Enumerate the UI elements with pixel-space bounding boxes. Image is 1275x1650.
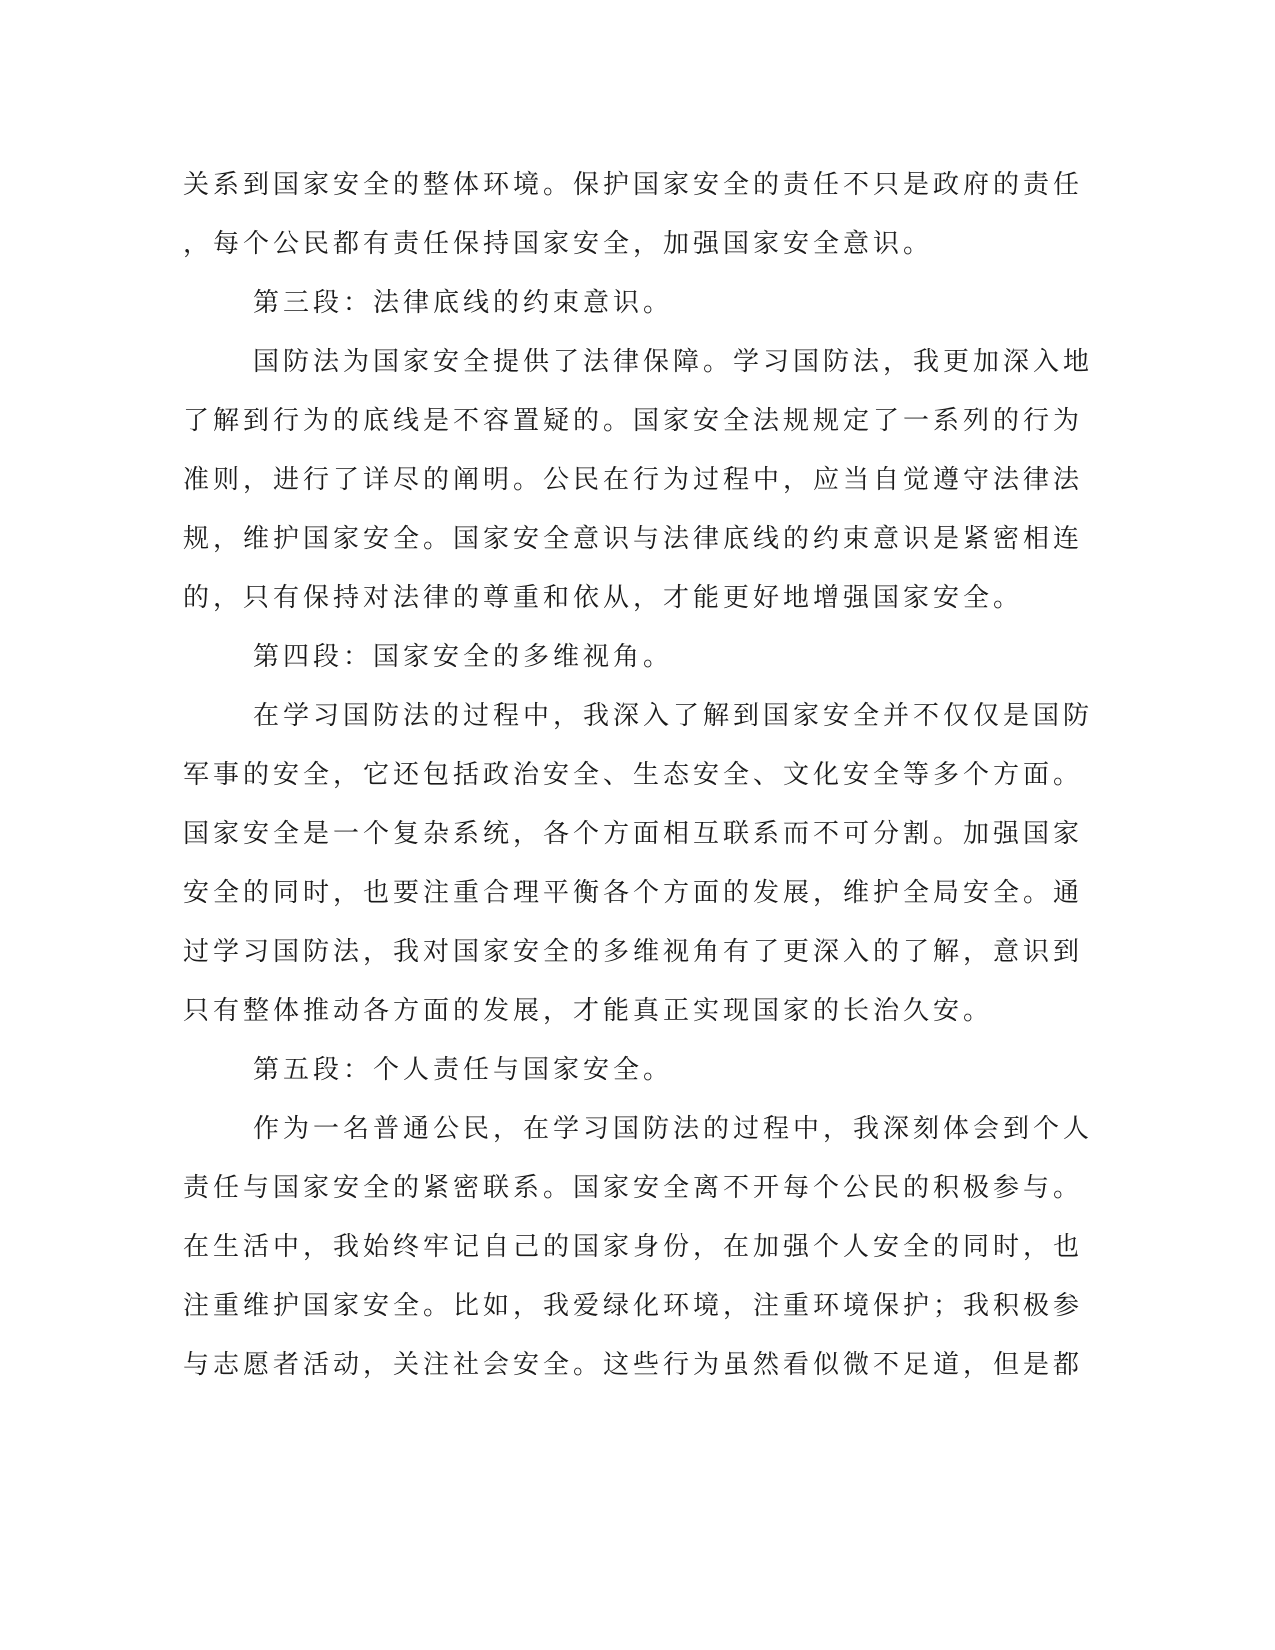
paragraph-line: 了解到行为的底线是不容置疑的。国家安全法规规定了一系列的行为 [183,406,1084,436]
paragraph-line: 在生活中，我始终牢记自己的国家身份，在加强个人安全的同时，也 [183,1232,1084,1262]
section-heading: 第四段：国家安全的多维视角。 [253,642,674,672]
paragraph-line: 国防法为国家安全提供了法律保障。学习国防法，我更加深入地 [253,347,1094,377]
paragraph-line: 与志愿者活动，关注社会安全。这些行为虽然看似微不足道，但是都 [183,1350,1084,1380]
section-heading: 第三段：法律底线的约束意识。 [253,288,674,318]
paragraph-line: 安全的同时，也要注重合理平衡各个方面的发展，维护全局安全。通 [183,878,1084,908]
paragraph-line: 作为一名普通公民，在学习国防法的过程中，我深刻体会到个人 [253,1114,1094,1144]
paragraph-line: 准则，进行了详尽的阐明。公民在行为过程中，应当自觉遵守法律法 [183,465,1084,495]
paragraph-line: 军事的安全，它还包括政治安全、生态安全、文化安全等多个方面。 [183,760,1084,790]
paragraph-line: ，每个公民都有责任保持国家安全，加强国家安全意识。 [183,229,934,259]
document-body [183,156,1094,1395]
paragraph-line: 关系到国家安全的整体环境。保护国家安全的责任不只是政府的责任 [183,170,1084,200]
paragraph-line: 在学习国防法的过程中，我深入了解到国家安全并不仅仅是国防 [253,701,1094,731]
paragraph-line: 过学习国防法，我对国家安全的多维视角有了更深入的了解，意识到 [183,937,1084,967]
paragraph-line: 国家安全是一个复杂系统，各个方面相互联系而不可分割。加强国家 [183,819,1084,849]
paragraph-line: 的，只有保持对法律的尊重和依从，才能更好地增强国家安全。 [183,583,1024,613]
paragraph-line: 规，维护国家安全。国家安全意识与法律底线的约束意识是紧密相连 [183,524,1084,554]
paragraph-line: 责任与国家安全的紧密联系。国家安全离不开每个公民的积极参与。 [183,1173,1084,1203]
section-heading: 第五段：个人责任与国家安全。 [253,1055,674,1085]
paragraph-line: 只有整体推动各方面的发展，才能真正实现国家的长治久安。 [183,996,994,1026]
paragraph-line: 注重维护国家安全。比如，我爱绿化环境，注重环境保护；我积极参 [183,1291,1084,1321]
